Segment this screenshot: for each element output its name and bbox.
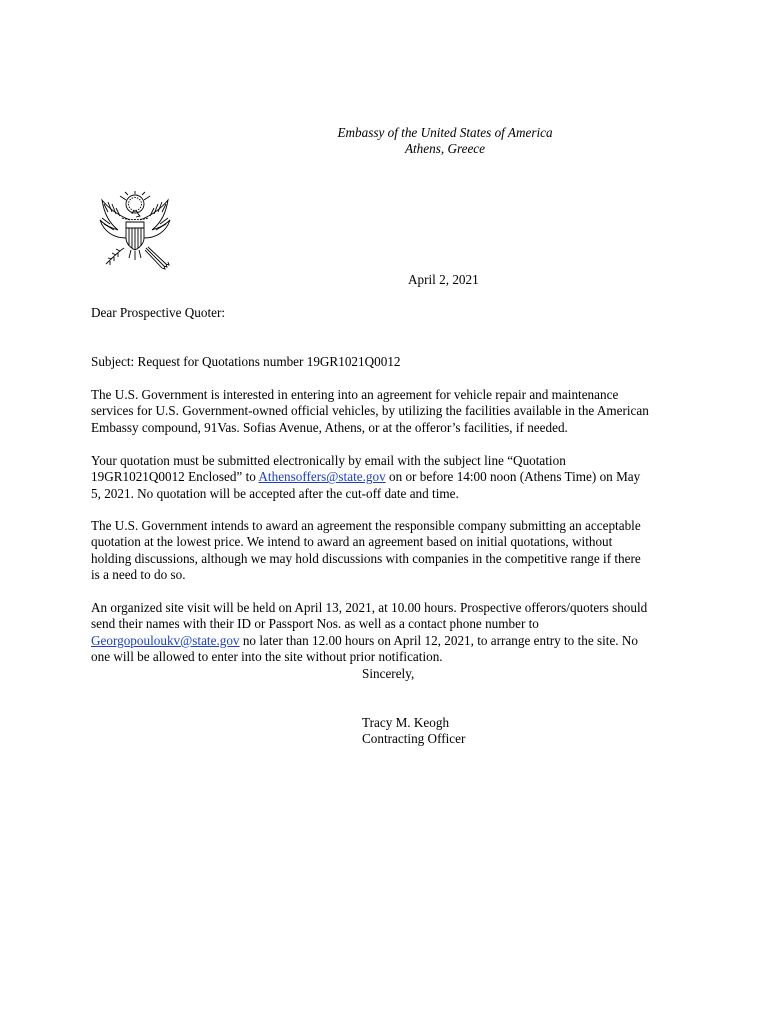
paragraph-line: 5, 2021. No quotation will be accepted after the cut-off date and time. xyxy=(91,485,459,501)
text-segment: on or before 14:00 noon (Athens Time) on May xyxy=(385,469,641,485)
paragraph-submission-instructions xyxy=(91,453,691,502)
paragraph-line: quotation at the lowest price. We intend to award an agreement based on initial quotations, without xyxy=(91,534,613,550)
text-segment: 19GR1021Q0012 Enclosed” to xyxy=(91,469,259,485)
letter-date: April 2, 2021 xyxy=(408,272,479,287)
salutation: Dear Prospective Quoter: xyxy=(91,305,226,320)
paragraph-line: An organized site visit will be held on April 13, 2021, at 10.00 hours. Prospective offerors/quoters should xyxy=(91,600,648,615)
paragraph-line xyxy=(91,633,691,649)
signature-block xyxy=(362,715,465,748)
paragraph-line: services for U.S. Government-owned official vehicles, by utilizing the facilities available in the American xyxy=(91,403,649,419)
paragraph-agreement-intro xyxy=(91,387,691,436)
text-segment: no later than 12.00 hours on April 12, 2021, to arrange entry to the site. No xyxy=(239,632,639,648)
closing: Sincerely, xyxy=(362,666,415,681)
paragraph-line xyxy=(91,469,691,485)
great-seal-eagle-icon xyxy=(96,190,174,272)
letterhead xyxy=(330,125,560,158)
letterhead-location: Athens, Greece xyxy=(404,141,486,157)
paragraph-line: Embassy compound, 91Vas. Sofias Avenue, Athens, or at the offeror’s facilities, if needed. xyxy=(91,419,568,435)
letterhead-embassy-name: Embassy of the United States of America xyxy=(337,125,553,140)
paragraph-line: send their names with their ID or Passport Nos. as well as a contact phone number to xyxy=(91,616,539,632)
paragraph-line: Your quotation must be submitted electronically by email with the subject line “Quotation xyxy=(91,453,566,468)
georgopoulou-email-link[interactable]: Georgopouloukv@state.gov xyxy=(91,632,240,648)
athens-offers-email-link[interactable]: Athensoffers@state.gov xyxy=(258,469,386,485)
paragraph-site-visit xyxy=(91,600,691,666)
paragraph-line: is a need to do so. xyxy=(91,567,186,583)
signer-name: Tracy M. Keogh xyxy=(362,715,450,730)
paragraph-line: holding discussions, although we may hold discussions with companies in the competitive range if there xyxy=(91,550,641,566)
paragraph-award-terms xyxy=(91,518,691,584)
paragraph-line: The U.S. Government is interested in entering into an agreement for vehicle repair and maintenance xyxy=(91,387,619,402)
signer-title: Contracting Officer xyxy=(362,731,466,747)
subject-line: Subject: Request for Quotations number 19GR1021Q0012 xyxy=(91,354,401,369)
paragraph-line: one will be allowed to enter into the site without prior notification. xyxy=(91,649,443,665)
paragraph-line: The U.S. Government intends to award an agreement the responsible company submitting an acceptable xyxy=(91,518,641,533)
